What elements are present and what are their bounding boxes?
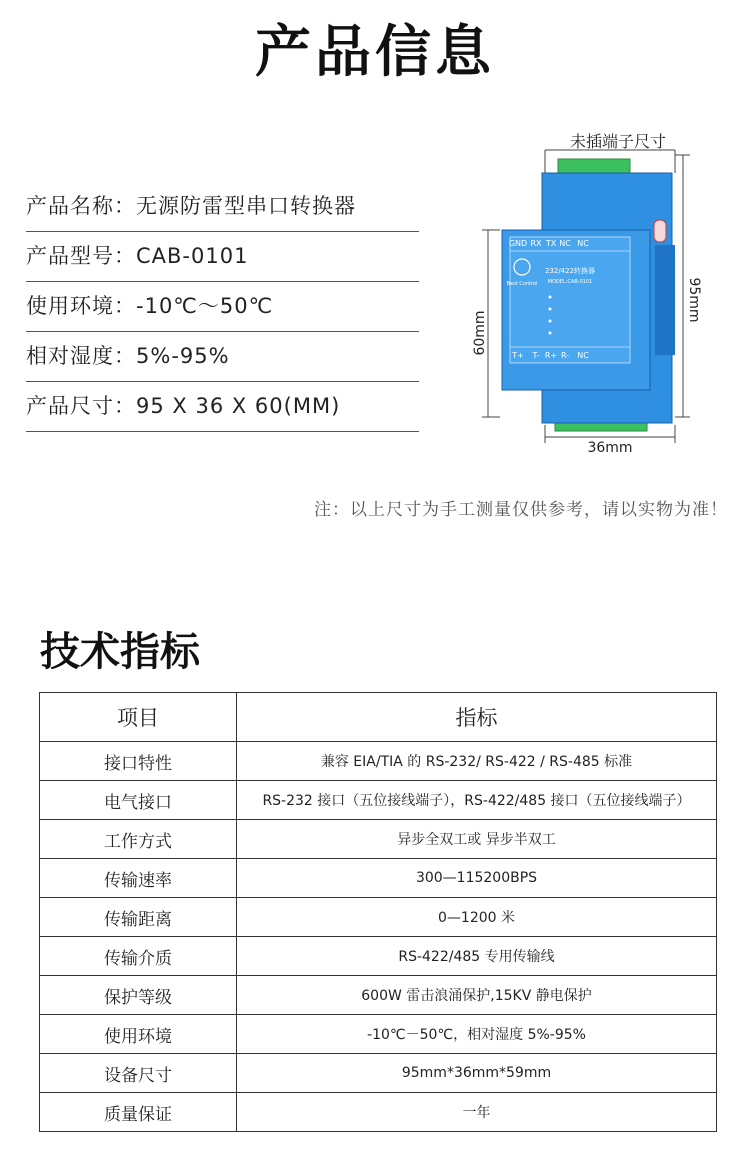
info-label: 相对湿度：: [26, 344, 136, 368]
row-name: 传输距离: [40, 898, 237, 937]
table-row: [40, 781, 717, 820]
info-value: CAB-0101: [136, 244, 249, 268]
terminal-top-gnd: GND: [508, 239, 528, 248]
row-name: 工作方式: [40, 820, 237, 859]
row-value: 300—115200BPS: [237, 859, 717, 898]
table-row: [40, 898, 717, 937]
info-row-model: [26, 232, 419, 282]
info-value: -10℃～50℃: [136, 294, 274, 318]
dim-width-label: 36mm: [587, 440, 633, 455]
table-header-row: [40, 693, 717, 742]
brand-name: Best Control: [506, 281, 538, 287]
info-value: 无源防雷型串口转换器: [136, 194, 356, 218]
info-label: 产品名称：: [26, 194, 136, 218]
terminal-top-rx: RX: [530, 239, 542, 248]
table-row: [40, 937, 717, 976]
table-row: [40, 820, 717, 859]
front-label-panel: [510, 237, 630, 363]
note-text: 注：以上尺寸为手工测量仅供参考，请以实物为准！: [314, 500, 728, 520]
info-value: 5%-95%: [136, 344, 230, 368]
info-row-environment: [26, 282, 419, 332]
terminal-bottom-rminus: R-: [560, 351, 570, 360]
row-value: 一年: [237, 1093, 717, 1132]
row-value: RS-422/485 专用传输线: [237, 937, 717, 976]
header-spec: 指标: [237, 693, 717, 742]
info-label: 使用环境：: [26, 294, 136, 318]
info-row-size: [26, 382, 419, 432]
row-value: 0—1200 米: [237, 898, 717, 937]
info-label: 产品尺寸：: [26, 394, 136, 418]
row-name: 传输速率: [40, 859, 237, 898]
led-icon: [549, 296, 552, 299]
page-title: 产品信息: [255, 20, 495, 85]
dim-height-label: 60mm: [472, 310, 488, 356]
caption-top: 未插端子尺寸: [570, 132, 667, 151]
label-title: 232/422转换器: [544, 267, 596, 275]
product-figure: [470, 125, 730, 455]
table-row: [40, 1054, 717, 1093]
terminal-bottom-nc: NC: [577, 351, 589, 360]
terminal-bottom-rplus: R+: [544, 351, 558, 360]
led-icon: [549, 332, 552, 335]
table-row: [40, 976, 717, 1015]
terminal-top-tx: TX: [545, 239, 557, 248]
led-icon: [549, 320, 552, 323]
dim-depth-label: 95mm: [686, 277, 702, 323]
row-name: 设备尺寸: [40, 1054, 237, 1093]
warranty-seal: [654, 220, 666, 242]
terminal-top-nc2: NC: [577, 239, 589, 248]
tech-spec-table: [39, 692, 717, 1132]
label-model: MODEL:CAB-0101: [547, 279, 593, 285]
terminal-bottom-tminus: T-: [532, 351, 540, 360]
row-name: 传输介质: [40, 937, 237, 976]
row-value: RS-232 接口（五位接线端子），RS-422/485 接口（五位接线端子）: [237, 781, 717, 820]
row-name: 质量保证: [40, 1093, 237, 1132]
product-info-list: [26, 182, 419, 432]
info-row-humidity: [26, 332, 419, 382]
table-row: [40, 742, 717, 781]
info-row-name: [26, 182, 419, 232]
table-row: [40, 1093, 717, 1132]
housing-side: [655, 245, 675, 355]
info-value: 95 X 36 X 60(MM): [136, 394, 341, 418]
table-row: [40, 1015, 717, 1054]
row-value: -10℃－50℃，相对湿度 5%-95%: [237, 1015, 717, 1054]
table-row: [40, 859, 717, 898]
row-value: 兼容 EIA/TIA 的 RS-232/ RS-422 / RS-485 标准: [237, 742, 717, 781]
row-value: 600W 雷击浪涌保护,15KV 静电保护: [237, 976, 717, 1015]
row-value: 95mm*36mm*59mm: [237, 1054, 717, 1093]
info-label: 产品型号：: [26, 244, 136, 268]
row-value: 异步全双工或 异步半双工: [237, 820, 717, 859]
row-name: 保护等级: [40, 976, 237, 1015]
led-icon: [549, 308, 552, 311]
header-item: 项目: [40, 693, 237, 742]
terminal-top-nc1: NC: [559, 239, 571, 248]
terminal-bottom-tplus: T+: [512, 351, 524, 360]
row-name: 使用环境: [40, 1015, 237, 1054]
row-name: 接口特性: [40, 742, 237, 781]
tech-section-title: 技术指标: [40, 629, 200, 675]
row-name: 电气接口: [40, 781, 237, 820]
